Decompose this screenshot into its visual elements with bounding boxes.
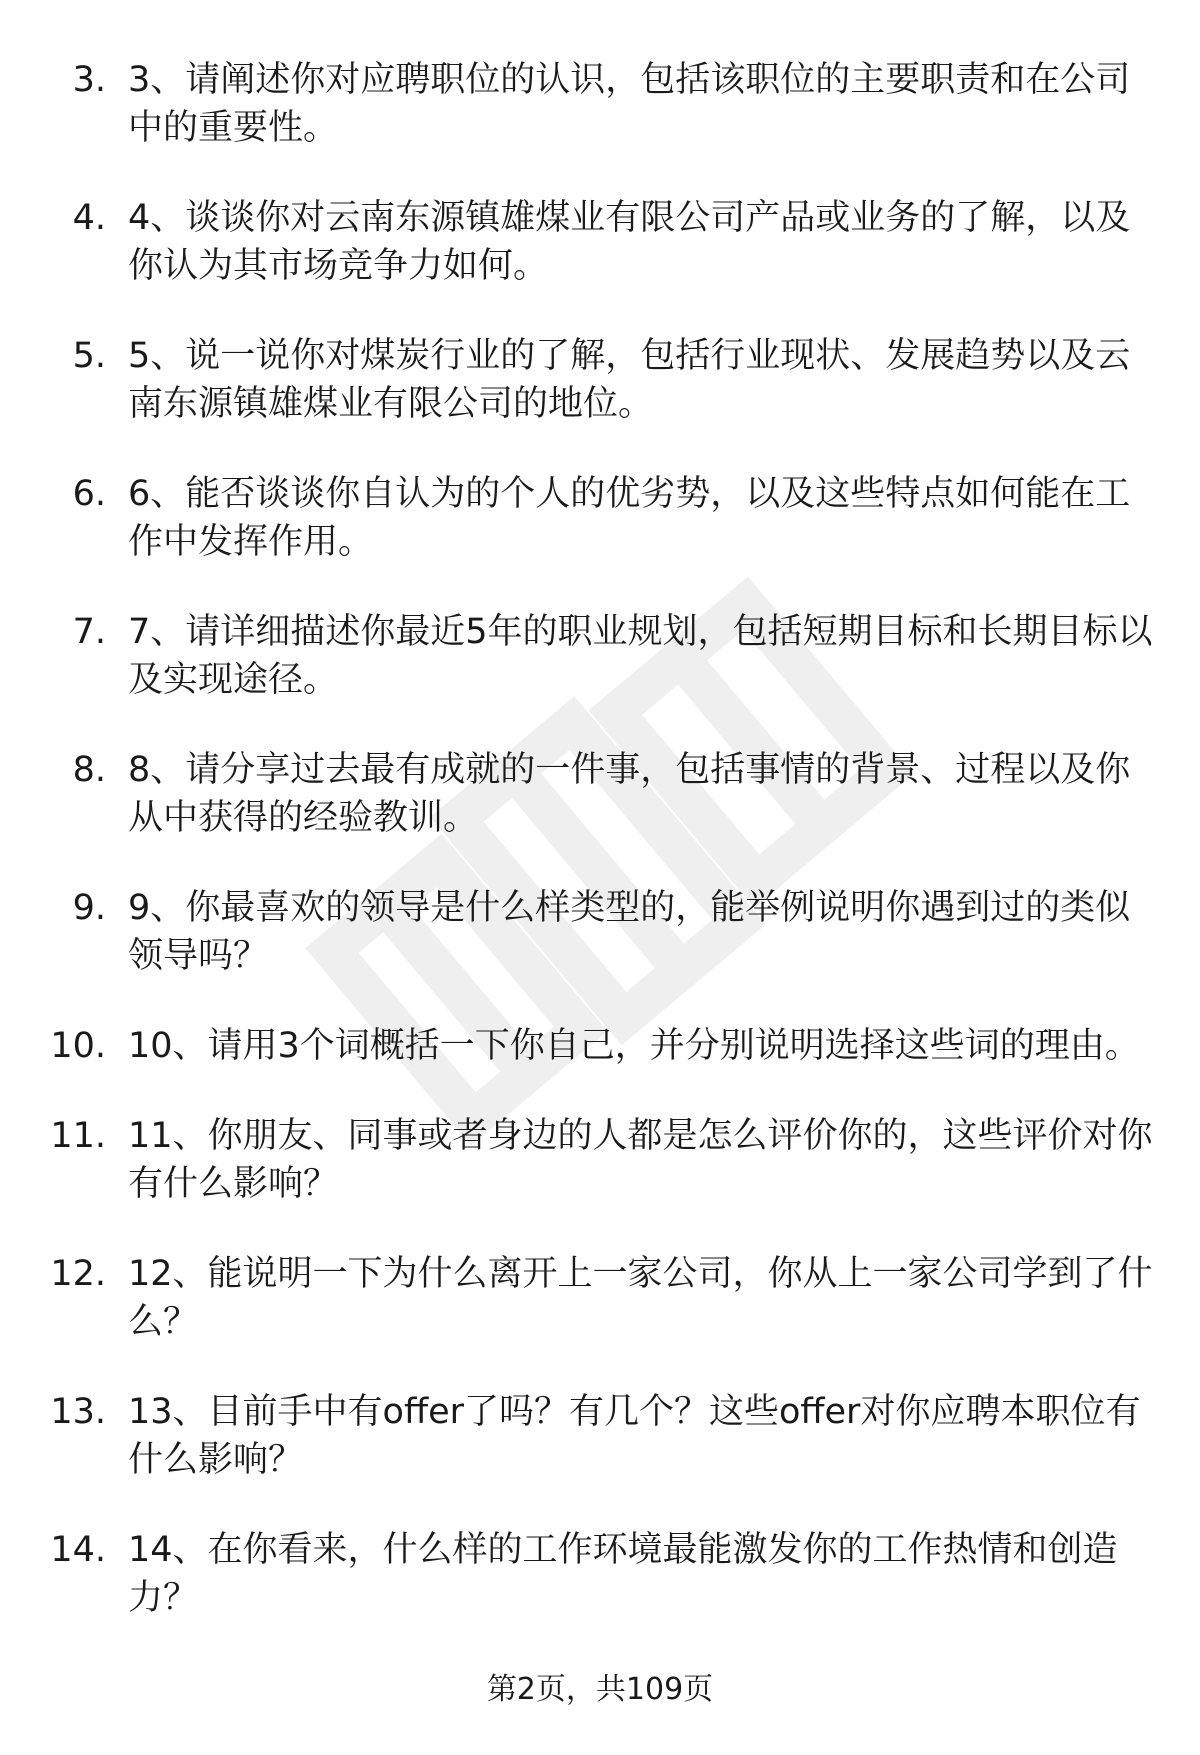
list-item-text: 7、请详细描述你最近5年的职业规划，包括短期目标和长期目标以及实现途径。 <box>128 612 1153 700</box>
list-item-number: 14. <box>50 1530 106 1570</box>
list-item-number: 12. <box>50 1254 106 1294</box>
list-item-number: 9. <box>72 888 106 928</box>
list-item-text: 3、请阐述你对应聘职位的认识，包括该职位的主要职责和在公司中的重要性。 <box>128 60 1131 148</box>
list-item-text: 4、谈谈你对云南东源镇雄煤业有限公司产品或业务的了解，以及你认为其市场竞争力如何。 <box>128 198 1131 286</box>
list-item-number: 8. <box>72 750 106 790</box>
list-item <box>0 1388 1200 1484</box>
list-item <box>0 1112 1200 1208</box>
list-item-number: 5. <box>72 336 106 376</box>
list-item-text: 12、能说明一下为什么离开上一家公司，你从上一家公司学到了什么？ <box>128 1254 1153 1342</box>
list-item-text: 11、你朋友、同事或者身边的人都是怎么评价你的，这些评价对你有什么影响？ <box>128 1116 1153 1204</box>
list-item <box>0 746 1200 842</box>
list-item-number: 4. <box>72 198 106 238</box>
list-item <box>0 194 1200 290</box>
list-item-number: 6. <box>72 474 106 514</box>
list-item <box>0 884 1200 980</box>
list-item-text: 5、说一说你对煤炭行业的了解，包括行业现状、发展趋势以及云南东源镇雄煤业有限公司的地位。 <box>128 336 1131 424</box>
list-item-text: 9、你最喜欢的领导是什么样类型的，能举例说明你遇到过的类似领导吗？ <box>128 888 1131 976</box>
list-item <box>0 56 1200 152</box>
list-item-text: 8、请分享过去最有成就的一件事，包括事情的背景、过程以及你从中获得的经验教训。 <box>128 750 1131 838</box>
list-item-text: 10、请用3个词概括一下你自己，并分别说明选择这些词的理由。 <box>128 1026 1140 1066</box>
list-item <box>0 1526 1200 1622</box>
list-item-number: 3. <box>72 60 106 100</box>
page-indicator: 第2页，共109页 <box>486 1672 714 1707</box>
list-item <box>0 1250 1200 1346</box>
list-item <box>0 1022 1200 1070</box>
list-item-number: 11. <box>50 1116 106 1156</box>
list-item <box>0 470 1200 566</box>
list-item-text: 13、目前手中有offer了吗？有几个？这些offer对你应聘本职位有什么影响？ <box>128 1392 1141 1480</box>
list-item-number: 10. <box>50 1026 106 1066</box>
list-item-text: 14、在你看来，什么样的工作环境最能激发你的工作热情和创造力？ <box>128 1530 1118 1618</box>
list-item <box>0 332 1200 428</box>
list-item-number: 7. <box>72 612 106 652</box>
question-list <box>0 56 1200 1664</box>
list-item <box>0 608 1200 704</box>
list-item-number: 13. <box>50 1392 106 1432</box>
list-item-text: 6、能否谈谈你自认为的个人的优劣势，以及这些特点如何能在工作中发挥作用。 <box>128 474 1131 562</box>
